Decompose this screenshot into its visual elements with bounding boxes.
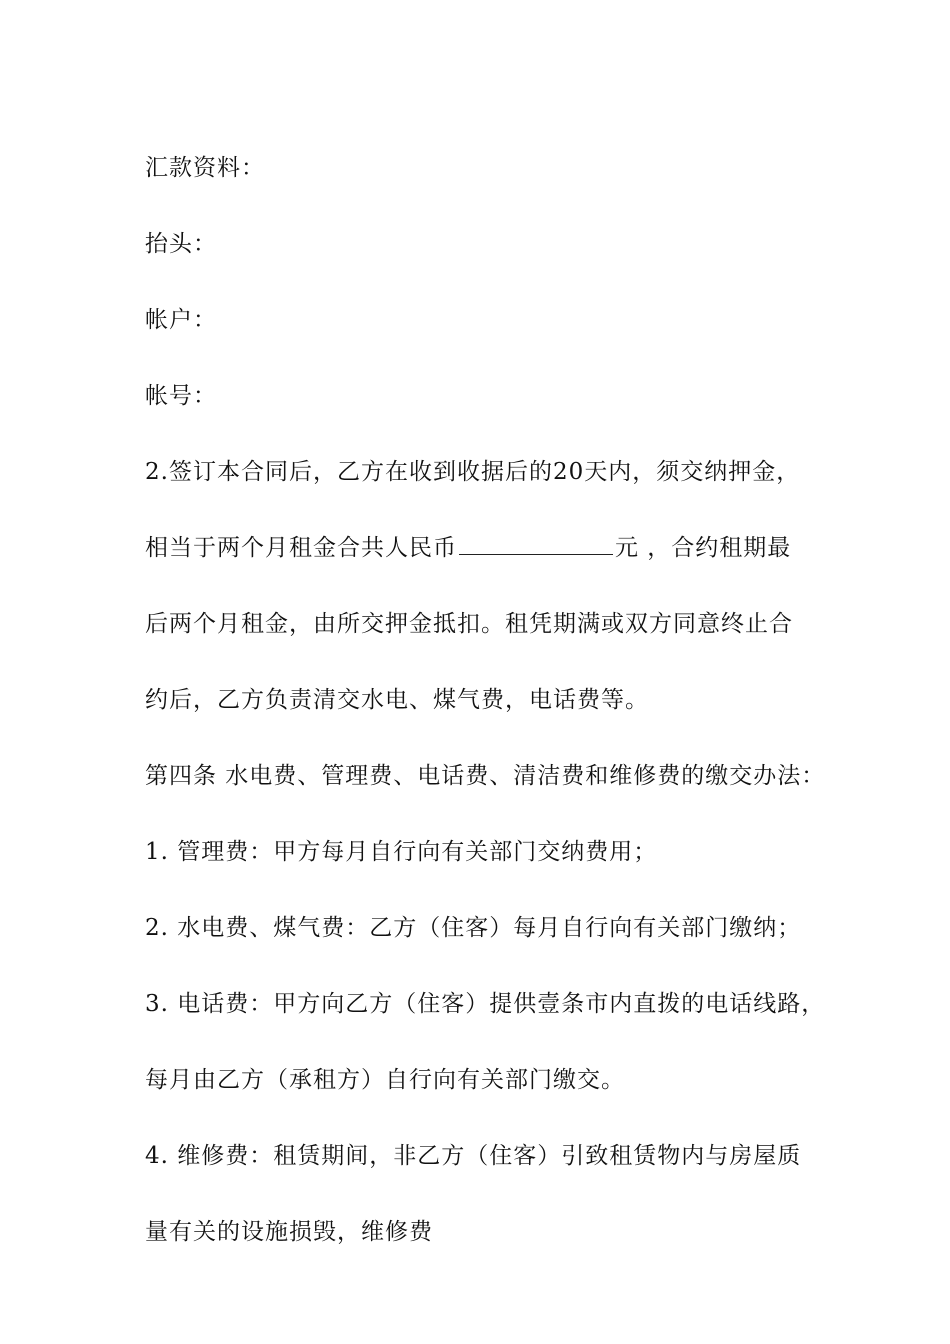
article-4-item-4-line-1: 4. 维修费：租赁期间，非乙方（住客）引致租赁物内与房屋质: [145, 1143, 802, 1169]
document-body: [145, 130, 825, 1270]
account-name-line: 帐户：: [145, 307, 217, 333]
article-4-item-4-line-2: 量有关的设施损毁，维修费: [145, 1219, 433, 1245]
deposit-text-before: 相当于两个月租金合共人民币: [145, 535, 457, 561]
payee-title-line: 抬头：: [145, 231, 217, 257]
deposit-text-after: 元 ，合约租期最: [615, 535, 792, 561]
article-4-item-2: 2. 水电费、煤气费：乙方（住客）每月自行向有关部门缴纳；: [145, 915, 802, 941]
article-4-item-3-line-2: 每月由乙方（承租方）自行向有关部门缴交。: [145, 1067, 625, 1093]
deposit-amount-blank: [459, 532, 613, 555]
article-4-heading: 第四条 水电费、管理费、电话费、清洁费和维修费的缴交办法：: [145, 763, 826, 789]
article-4-item-3-line-1: 3. 电话费：甲方向乙方（住客）提供壹条市内直拨的电话线路，: [145, 991, 826, 1017]
clause-2-line-2: [145, 510, 825, 586]
clause-2-line-4: 约后，乙方负责清交水电、煤气费，电话费等。: [145, 687, 649, 713]
clause-2-line-1: 2.签订本合同后，乙方在收到收据后的20天内，须交纳押金，: [145, 459, 801, 485]
clause-2-line-3: 后两个月租金，由所交押金抵扣。租凭期满或双方同意终止合: [145, 611, 793, 637]
account-number-line: 帐号：: [145, 383, 217, 409]
remittance-info-heading: 汇款资料：: [145, 155, 265, 181]
article-4-item-1: 1. 管理费：甲方每月自行向有关部门交纳费用；: [145, 839, 658, 865]
